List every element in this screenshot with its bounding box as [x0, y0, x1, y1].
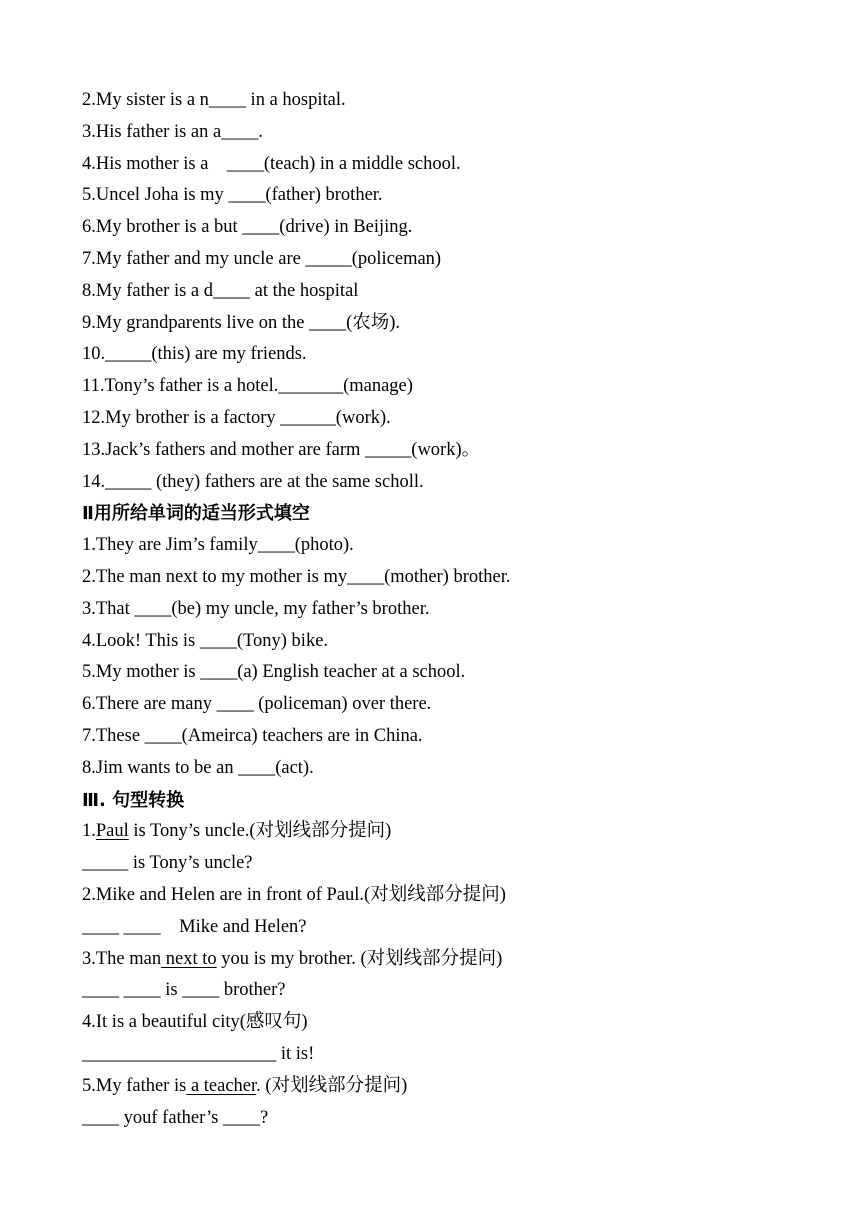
exercise-line-6: 7.My father and my uncle are _____(policeman) — [82, 248, 442, 269]
section-heading-3: Ⅲ. 句型转换 — [82, 789, 185, 811]
exercise-line-18: 4.Look! This is ____(Tony) bike. — [82, 630, 329, 651]
exercise-line-4: 5.Uncel Joha is my ____(father) brother. — [82, 185, 383, 206]
exercise-line-30: 4.It is a beautiful city(感叹句) — [82, 1012, 308, 1033]
exercise-line-27: ____ ____ Mike and Helen? — [82, 916, 307, 937]
exercise-line-21: 7.These ____(Ameirca) teachers are in China. — [82, 725, 423, 746]
exercise-line-10: 11.Tony’s father is a hotel._______(manage) — [82, 376, 413, 397]
question-number: 1. — [82, 821, 96, 842]
underlined-phrase: next to — [161, 948, 217, 969]
exercise-line-28 — [82, 944, 822, 976]
question-start: 5.My father is — [82, 1075, 187, 1096]
exercise-line-8: 9.My grandparents live on the ____(农场). — [82, 312, 401, 333]
question-rest: you is my brother. (对划线部分提问) — [216, 948, 503, 969]
exercise-line-19: 5.My mother is ____(a) English teacher at a school. — [82, 662, 466, 683]
exercise-line-2: 3.His father is an a____. — [82, 121, 263, 142]
exercise-line-25: _____ is Tony’s uncle? — [82, 853, 253, 874]
exercise-line-9: 10._____(this) are my friends. — [82, 344, 307, 365]
exercise-line-24 — [82, 816, 822, 848]
exercise-line-13: 14._____ (they) fathers are at the same scholl. — [82, 471, 424, 492]
exercise-line-33: ____ youf father’s ____? — [82, 1107, 269, 1128]
exercise-line-11: 12.My brother is a factory ______(work). — [82, 407, 391, 428]
exercise-line-16: 2.The man next to my mother is my____(mother) brother. — [82, 566, 511, 587]
exercise-line-5: 6.My brother is a but ____(drive) in Beijing. — [82, 217, 413, 238]
exercise-line-17: 3.That ____(be) my uncle, my father’s brother. — [82, 598, 430, 619]
question-rest: is Tony’s uncle.(对划线部分提问) — [128, 821, 392, 842]
exercise-line-3: 4.His mother is a ____(teach) in a middle school. — [82, 153, 461, 174]
exercise-line-12: 13.Jack’s fathers and mother are farm _____(work)。 — [82, 439, 481, 460]
question-start: 3.The man — [82, 948, 162, 969]
exercise-line-15: 1.They are Jim’s family____(photo). — [82, 535, 354, 556]
exercise-line-29: ____ ____ is ____ brother? — [82, 980, 286, 1001]
exercise-line-26: 2.Mike and Helen are in front of Paul.(对划线部分提问) — [82, 884, 506, 905]
question-rest: . (对划线部分提问) — [256, 1075, 408, 1096]
section-heading-2: Ⅱ用所给单词的适当形式填空 — [82, 503, 310, 525]
exercise-line-7: 8.My father is a d____ at the hospital — [82, 280, 359, 301]
exercise-line-32 — [82, 1071, 822, 1103]
exercise-line-22: 8.Jim wants to be an ____(act). — [82, 757, 314, 778]
exercise-content — [82, 85, 822, 1134]
exercise-line-20: 6.There are many ____ (policeman) over there. — [82, 694, 432, 715]
underlined-phrase: a teacher — [186, 1075, 257, 1096]
exercise-line-31: _____________________ it is! — [82, 1043, 315, 1064]
exercise-line-1: 2.My sister is a n____ in a hospital. — [82, 90, 346, 110]
underlined-phrase: Paul — [95, 821, 129, 842]
